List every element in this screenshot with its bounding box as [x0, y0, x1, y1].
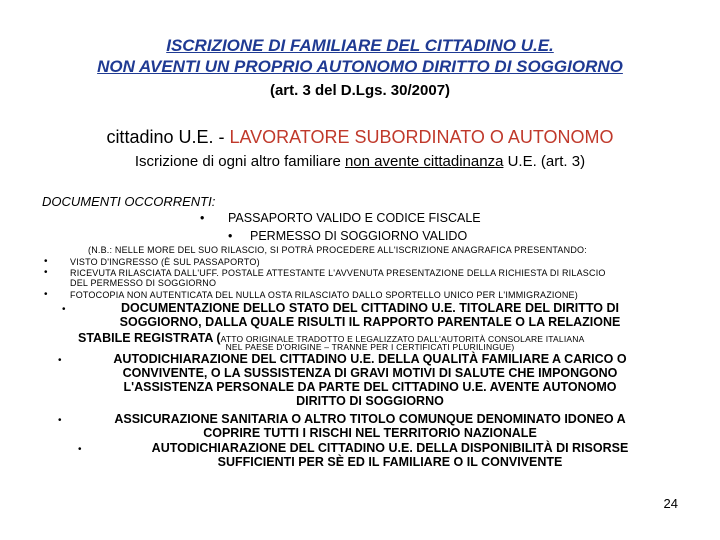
subheading-part-a: Iscrizione di ogni altro familiare: [134, 153, 345, 170]
subheading-underlined: non avente cittadinanza: [344, 153, 504, 170]
doc-resources-line-2: SUFFICIENTI PER SÈ ED IL FAMILIARE O IL CONVIVENTE: [217, 455, 563, 469]
registration-subheading: [0, 153, 720, 170]
documents-heading: DOCUMENTI OCCORRENTI:: [42, 194, 216, 209]
doc-self-declaration-line-4: DIRITTO DI SOGGIORNO: [296, 394, 444, 408]
bullet-4: •: [58, 355, 62, 366]
title-line-2: NON AVENTI UN PROPRIO AUTONOMO DIRITTO DI SOGGIORNO: [97, 57, 623, 76]
bullet-1: •: [200, 211, 205, 225]
note-receipt: RICEVUTA RILASCIATA DALL'UFF. POSTALE ATTESTANTE L'AVVENUTA PRESENTAZIONE DELLA RICHIESTA DI RILASCIO: [70, 268, 606, 278]
doc-self-declaration-line-2: CONVIVENTE, O LA SUSSISTENZA DI GRAVI MOTIVI DI SALUTE CHE IMPONGONO: [122, 366, 618, 380]
doc-self-declaration-line-1: AUTODICHIARAZIONE DEL CITTADINO U.E. DELLA QUALITÀ FAMILIARE A CARICO O: [113, 352, 627, 366]
bullet-6: •: [78, 444, 82, 455]
subtitle: (art. 3 del D.Lgs. 30/2007): [269, 82, 451, 99]
note-bullet-2: •: [44, 267, 48, 278]
note-heading: (N.B.: NELLE MORE DEL SUO RILASCIO, SI POTRÀ PROCEDERE ALL'ISCRIZIONE ANAGRAFICA PRESENTANDO:: [88, 245, 587, 255]
doc-insurance-line-1: ASSICURAZIONE SANITARIA O ALTRO TITOLO COMUNQUE DENOMINATO IDONEO A: [114, 412, 626, 426]
note-visa: VISTO D'INGRESSO (È SUL PASSAPORTO): [70, 257, 260, 267]
subheading-part-b: U.E. (art. 3): [503, 153, 586, 170]
title-line-1: ISCRIZIONE DI FAMILIARE DEL CITTADINO U.E.: [166, 36, 554, 55]
note-bullet-1: •: [44, 256, 48, 267]
note-nulla-osta: FOTOCOPIA NON AUTENTICATA DEL NULLA OSTA RILASCIATO DALLO SPORTELLO UNICO PER L'IMMIGRAZIONE): [70, 290, 578, 300]
bullet-3: •: [62, 304, 66, 315]
doc-status-line-1: DOCUMENTAZIONE DELLO STATO DEL CITTADINO U.E. TITOLARE DEL DIRITTO DI: [121, 301, 619, 315]
heading-prefix: cittadino U.E. -: [106, 127, 230, 147]
bullet-2: •: [228, 229, 233, 243]
doc-insurance-line-2: COPRIRE TUTTI I RISCHI NEL TERRITORIO NAZIONALE: [203, 426, 537, 440]
doc-passport: PASSAPORTO VALIDO E CODICE FISCALE: [228, 211, 481, 225]
bullet-5: •: [58, 415, 62, 426]
doc-status-small-2: NEL PAESE D'ORIGINE – TRANNE PER I CERTIFICATI PLURILINGUE): [225, 342, 515, 352]
doc-self-declaration-line-3: L'ASSISTENZA PERSONALE DA PARTE DEL CITTADINO U.E. AVENTE AUTONOMO: [123, 380, 617, 394]
doc-permit: PERMESSO DI SOGGIORNO VALIDO: [250, 229, 468, 243]
doc-status-line-2: SOGGIORNO, DALLA QUALE RISULTI IL RAPPORTO PARENTALE O LA RELAZIONE: [119, 315, 621, 329]
page-number: 24: [663, 496, 678, 511]
doc-status-small-1: ATTO ORIGINALE TRADOTTO E LEGALIZZATO DALL'AUTORITÀ CONSOLARE ITALIANA: [220, 334, 585, 344]
note-receipt-cont: DEL PERMESSO DI SOGGIORNO: [70, 278, 217, 288]
note-bullet-3: •: [44, 289, 48, 300]
category-heading: [0, 127, 720, 148]
doc-status-registered: STABILE REGISTRATA (: [78, 331, 221, 345]
doc-resources-line-1: AUTODICHIARAZIONE DEL CITTADINO U.E. DELLA DISPONIBILITÀ DI RISORSE: [151, 441, 629, 455]
heading-red: LAVORATORE SUBORDINATO O AUTONOMO: [229, 127, 614, 147]
